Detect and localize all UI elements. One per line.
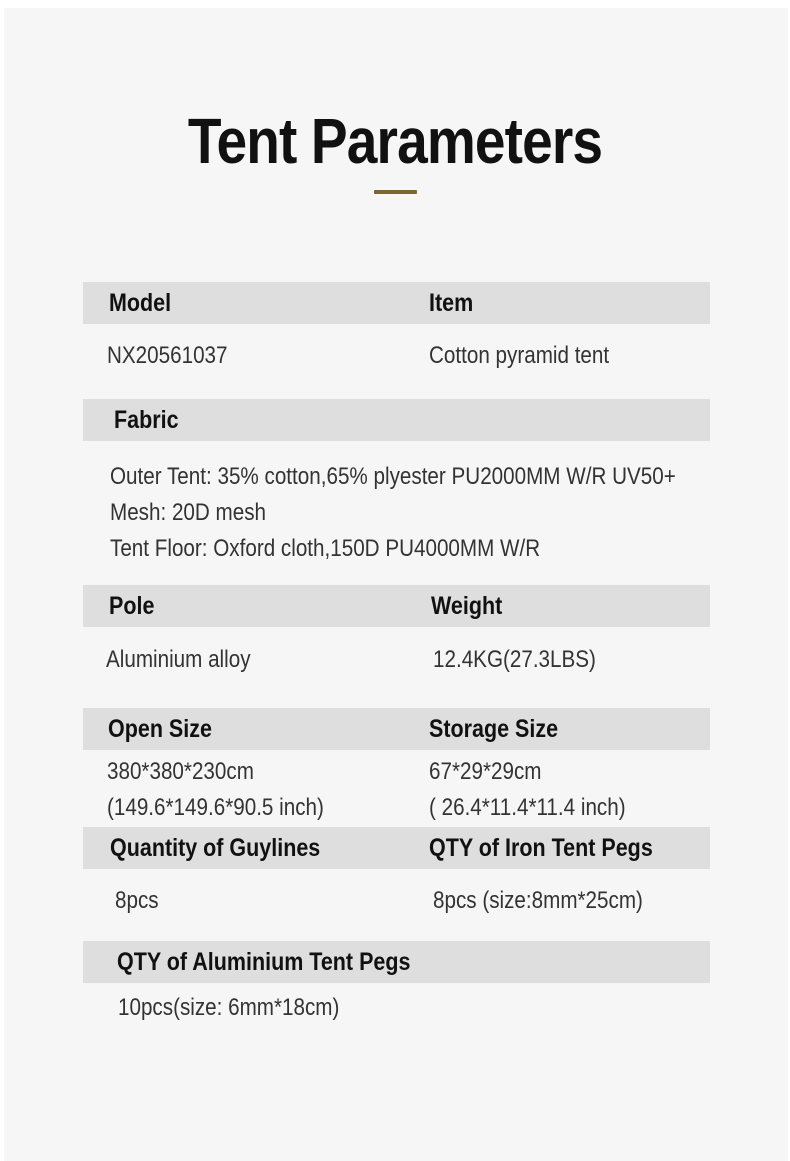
item-value: Cotton pyramid tent xyxy=(429,342,610,369)
fabric-mesh: Mesh: 20D mesh xyxy=(110,499,267,526)
storage-size-inch: ( 26.4*11.4*11.4 inch) xyxy=(429,794,626,821)
weight-label: Weight xyxy=(431,592,503,620)
guylines-label: Quantity of Guylines xyxy=(110,834,321,862)
header-bar-pole-weight xyxy=(83,585,710,627)
weight-value: 12.4KG(27.3LBS) xyxy=(433,646,596,673)
title-underline xyxy=(374,190,417,194)
guylines-value: 8pcs xyxy=(115,887,159,914)
open-size-label: Open Size xyxy=(108,715,212,743)
fabric-label: Fabric xyxy=(114,406,179,434)
page-title: Tent Parameters xyxy=(187,105,603,177)
iron-pegs-label: QTY of Iron Tent Pegs xyxy=(429,834,653,862)
storage-size-label: Storage Size xyxy=(429,715,559,743)
pole-value: Aluminium alloy xyxy=(106,646,251,673)
iron-pegs-value: 8pcs (size:8mm*25cm) xyxy=(433,887,643,914)
open-size-cm: 380*380*230cm xyxy=(107,758,254,785)
aluminium-pegs-label: QTY of Aluminium Tent Pegs xyxy=(117,948,411,976)
storage-size-cm: 67*29*29cm xyxy=(429,758,542,785)
open-size-inch: (149.6*149.6*90.5 inch) xyxy=(107,794,324,821)
fabric-tent-floor: Tent Floor: Oxford cloth,150D PU4000MM W/R xyxy=(110,535,541,562)
model-label: Model xyxy=(109,289,172,317)
pole-label: Pole xyxy=(109,592,155,620)
aluminium-pegs-value: 10pcs(size: 6mm*18cm) xyxy=(118,994,340,1021)
model-value: NX20561037 xyxy=(107,342,228,369)
fabric-outer-tent: Outer Tent: 35% cotton,65% plyester PU2000MM W/R UV50+ xyxy=(110,463,676,490)
item-label: Item xyxy=(429,289,474,317)
header-bar-model-item xyxy=(83,282,710,324)
